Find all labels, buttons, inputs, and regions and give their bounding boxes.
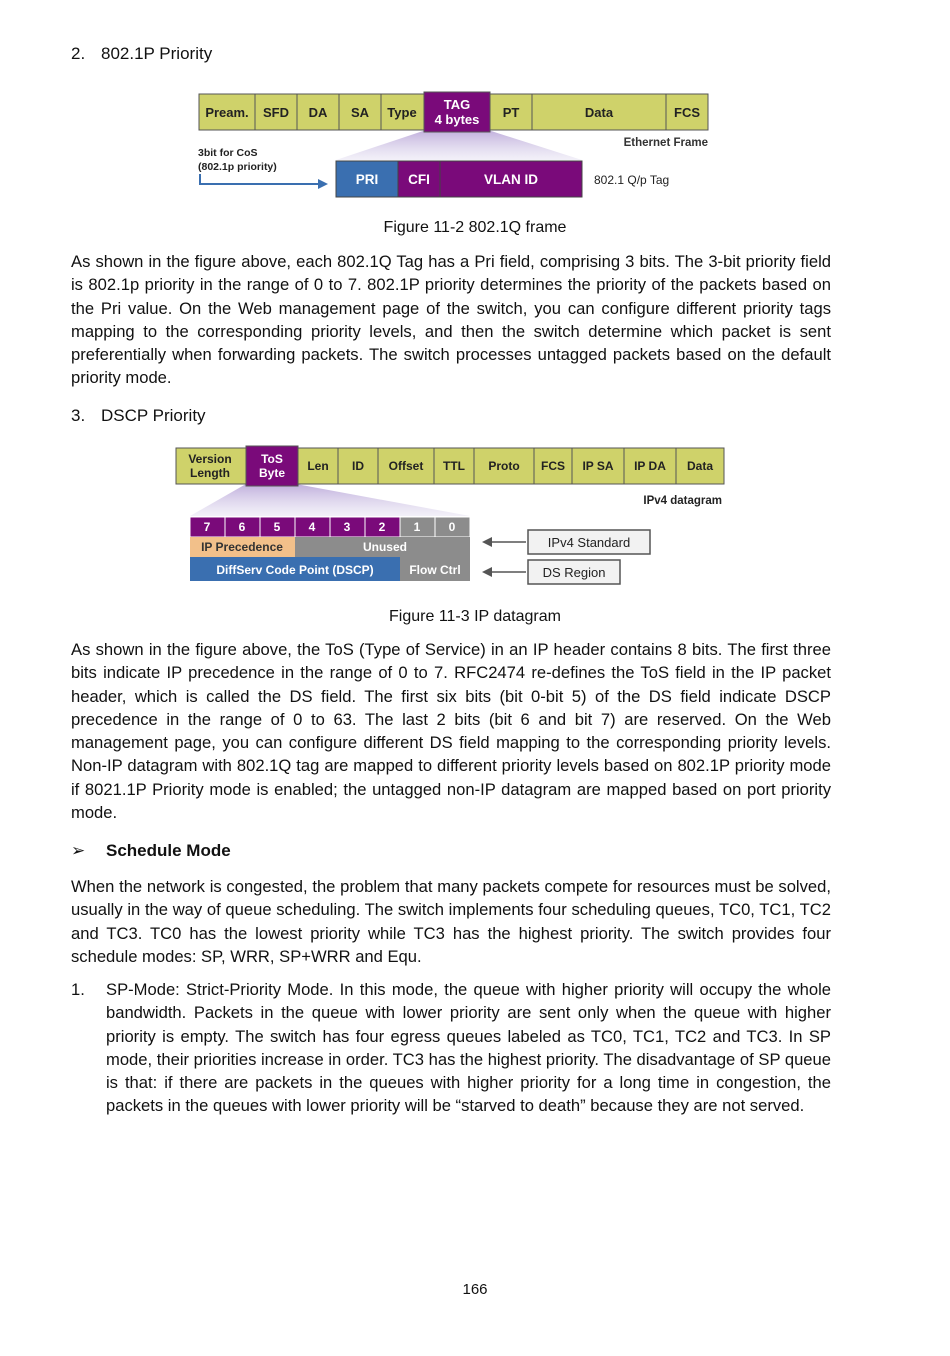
bit-7-label: 7 bbox=[203, 520, 211, 534]
section-number: 2. bbox=[71, 44, 86, 63]
schedule-mode-heading: Schedule Mode bbox=[106, 841, 231, 860]
field-ip-da-label: IP DA bbox=[634, 459, 666, 473]
field-tos-label: ToS bbox=[261, 452, 283, 466]
tos-expansion-fan bbox=[190, 484, 470, 516]
figure-caption-2: Figure 11-3 IP datagram bbox=[389, 608, 561, 625]
section-title: 802.1P Priority bbox=[101, 44, 213, 63]
tag-label: 802.1 Q/p Tag bbox=[594, 173, 670, 187]
tag-field-cfi-label: CFI bbox=[408, 172, 430, 187]
bit-0-label: 0 bbox=[448, 520, 456, 534]
field-version-label: Version bbox=[188, 452, 232, 466]
field-type-label: Type bbox=[387, 105, 417, 120]
frame-fields bbox=[199, 92, 708, 132]
paragraph-schedule: When the network is congested, the problem that many packets compete for resources must be solved, usually in the way of queue scheduling. The switch implements four scheduling queues, TC0, TC1, TC2 and TC3. TC0 has the lowest priority while TC3 has the highest priority. The switch provides four schedule modes: SP, WRR, SP+WRR and Equ. bbox=[71, 877, 831, 966]
field-tag-size: 4 bytes bbox=[434, 112, 480, 127]
cos-arrow-line bbox=[200, 174, 318, 184]
field-offset-label: Offset bbox=[388, 459, 424, 473]
field-pream-label: Pream. bbox=[205, 105, 249, 120]
ip-precedence-label: IP Precedence bbox=[201, 540, 283, 554]
field-proto-label: Proto bbox=[488, 459, 520, 473]
flow-ctrl-label: Flow Ctrl bbox=[409, 563, 461, 577]
section-number: 3. bbox=[71, 406, 86, 425]
tos-bit-row bbox=[190, 517, 470, 537]
bit-2-label: 2 bbox=[378, 520, 386, 534]
figure-ip-datagram bbox=[170, 442, 735, 594]
ds-region-arrow-head bbox=[482, 567, 492, 577]
bit-5-label: 5 bbox=[273, 520, 281, 534]
ds-region-label: DS Region bbox=[542, 565, 606, 580]
figure-8021q-frame bbox=[170, 88, 740, 206]
dscp-label: DiffServ Code Point (DSCP) bbox=[216, 563, 374, 577]
bullet-arrow-icon: ➢ bbox=[71, 841, 86, 860]
field-len-label: Len bbox=[307, 459, 329, 473]
cos-note-line1: 3bit for CoS bbox=[198, 147, 258, 159]
field-length-label: Length bbox=[190, 466, 230, 480]
field-ip-sa-label: IP SA bbox=[582, 459, 614, 473]
field-byte-label: Byte bbox=[258, 466, 286, 480]
paragraph-dscp: As shown in the figure above, the ToS (Type of Service) in an IP header contains 8 bits. The first three bits indicate IP precedence in the range of 0 to 7. RFC2474 re-defines the ToS field in the IP packet header, which is called the DS field. The first six bits (bit 0-bit 5) of the DS field indicate DSCP precedence in the range of 0 to 63. The last 2 bits (bit 6 and bit 7) are reserved. On the Web management page, you can configure different DS field mapping to the corresponding priority levels. Non-IP datagram with 802.1Q tag are mapped to different priority levels based on 802.1P priority mode if 8021.1P Priority mode is enabled; the untagged non-IP datagram are mapped based on port priority mode. bbox=[71, 640, 831, 823]
field-sfd-label: SFD bbox=[263, 105, 289, 120]
tag-field-pri-label: PRI bbox=[355, 172, 379, 187]
list-item-number: 1. bbox=[71, 980, 85, 999]
field-ttl-label: TTL bbox=[443, 459, 465, 473]
unused-label: Unused bbox=[362, 540, 408, 554]
cos-note-line2: (802.1p priority) bbox=[198, 161, 277, 173]
field-da-label: DA bbox=[308, 105, 328, 120]
field-data-label: Data bbox=[584, 105, 614, 120]
ipv4-standard-arrow-head bbox=[482, 537, 492, 547]
ipv4-standard-label: IPv4 Standard bbox=[547, 535, 631, 550]
list-item-sp-mode: SP-Mode: Strict-Priority Mode. In this mode, the queue with higher priority will occupy the whole bandwidth. Packets in the queue with lower priority are sent only when the queue with higher priority is empty. The switch has four egress queues labeled as TC0, TC1, TC2 and TC3. In SP mode, their priorities increase in order. TC3 has the highest priority. The disadvantage of SP queue is that: if there are packets in the queues with higher priority for a long time in congestion, the packets in the queues with lower priority will be “starved to death” because they are not served. bbox=[106, 980, 831, 1116]
paragraph-8021p: As shown in the figure above, each 802.1Q Tag has a Pri field, comprising 3 bits. The 3-bit priority field is 802.1p priority in the range of 0 to 7. 802.1P priority determines the priority of the packets based on the Pri value. On the Web management page of the switch, you can configure different priority tags mapping to the corresponding priority levels, and then the switch determine which packet is sent preferentially when forwarding packets. The switch processes untagged packets based on the default priority mode. bbox=[71, 252, 831, 388]
bit-4-label: 4 bbox=[308, 520, 316, 534]
field-pt-label: PT bbox=[502, 105, 520, 120]
cos-arrow-head bbox=[318, 179, 328, 189]
bit-6-label: 6 bbox=[238, 520, 246, 534]
tag-field-vlan-id-label: VLAN ID bbox=[484, 172, 538, 187]
section-title: DSCP Priority bbox=[101, 406, 206, 425]
bit-1-label: 1 bbox=[413, 520, 421, 534]
ipv4-datagram-label: IPv4 datagram bbox=[643, 495, 722, 507]
ip-header-fields bbox=[176, 446, 724, 486]
page-number: 166 bbox=[462, 1281, 488, 1298]
field-sa-label: SA bbox=[350, 105, 370, 120]
field-id-label: ID bbox=[352, 459, 364, 473]
field-tag-label: TAG bbox=[443, 97, 471, 112]
ethernet-frame-label: Ethernet Frame bbox=[623, 137, 708, 149]
field-fcs-label: FCS bbox=[541, 459, 565, 473]
bit-3-label: 3 bbox=[343, 520, 351, 534]
field-fcs-label: FCS bbox=[674, 105, 700, 120]
field-data-label: Data bbox=[686, 459, 714, 473]
tag-expansion-fan bbox=[336, 130, 582, 160]
figure-caption-1: Figure 11-2 802.1Q frame bbox=[383, 219, 567, 236]
